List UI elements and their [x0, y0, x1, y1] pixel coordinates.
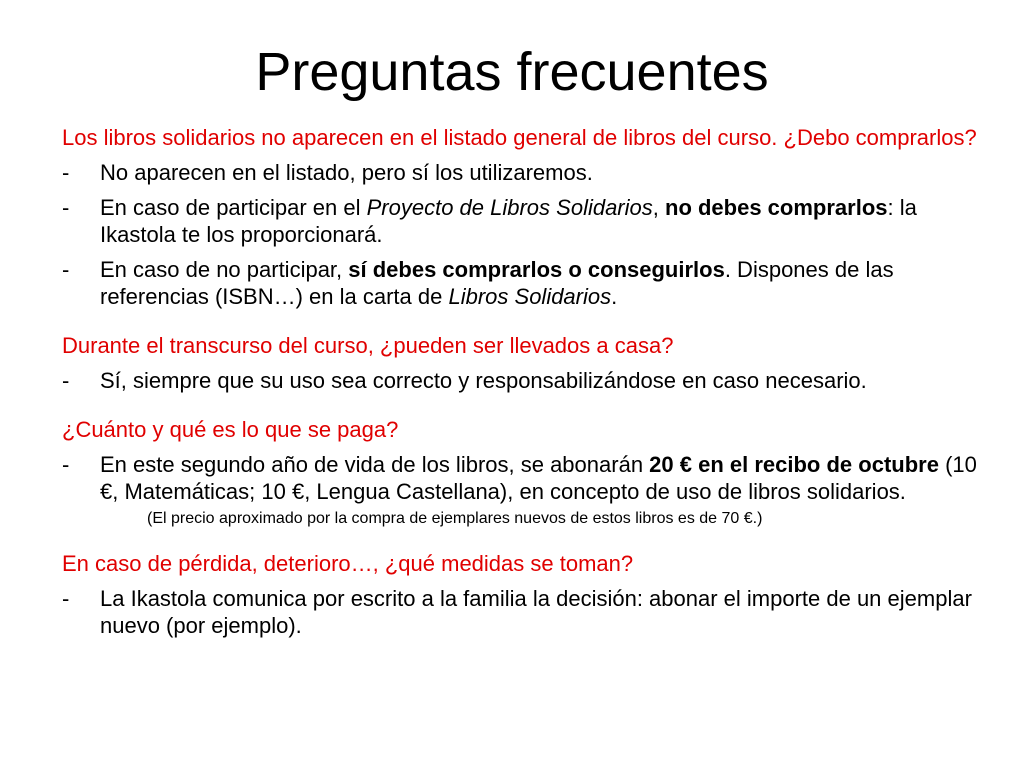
faq-answer: [62, 451, 982, 505]
faq-item: [62, 416, 982, 530]
faq-question: En caso de pérdida, deterioro…, ¿qué medidas se toman?: [62, 551, 634, 576]
page-title: Preguntas frecuentes: [255, 42, 769, 102]
faq-item: [62, 332, 982, 394]
faq-item: [62, 550, 982, 639]
dash-bullet: -: [62, 195, 70, 220]
faq-question: Los libros solidarios no aparecen en el listado general de libros del curso. ¿Debo comprarlos?: [62, 125, 977, 150]
answer-text-segment: . Dispones de las referencias (ISBN…) en la carta de: [100, 257, 894, 309]
answer-text-segment: 20 € en el recibo de octubre: [649, 452, 939, 477]
dash-bullet: -: [62, 160, 70, 185]
faq-answers: [62, 367, 982, 394]
faq-answers: [62, 159, 982, 310]
answer-text-segment: sí debes comprarlos o conseguirlos: [348, 257, 725, 282]
answer-text-segment: : la Ikastola te los proporcionará.: [100, 195, 917, 247]
faq-question: Durante el transcurso del curso, ¿pueden ser llevados a casa?: [62, 333, 674, 358]
answer-text-segment: (10 €, Matemáticas; 10 €, Lengua Castellana), en concepto de uso de libros solidarios.: [100, 452, 977, 504]
answer-text-segment: No aparecen en el listado, pero sí los utilizaremos.: [100, 160, 593, 185]
answer-text-segment: Sí, siempre que su uso sea correcto y responsabilizándose en caso necesario.: [100, 368, 867, 393]
answer-text-segment: ,: [652, 195, 665, 220]
faq-answers: [62, 585, 982, 639]
faq-answer: [62, 159, 982, 186]
answer-text-segment: En este segundo año de vida de los libros, se abonarán: [100, 452, 650, 477]
answer-text-segment: Proyecto de Libros Solidarios: [366, 195, 653, 220]
dash-bullet: -: [62, 368, 70, 393]
answer-text-segment: La Ikastola comunica por escrito a la familia la decisión: abonar el importe de un ejemplar nuevo (por ejemplo).: [100, 586, 972, 638]
faq-answer: [62, 194, 982, 248]
answer-text-segment: .: [611, 284, 618, 309]
faq-answers: [62, 451, 982, 505]
faq-answer: [62, 585, 982, 639]
answer-text-segment: En caso de participar en el: [100, 195, 367, 220]
faq-content: [62, 124, 982, 639]
faq-answer: [62, 367, 982, 394]
dash-bullet: -: [62, 257, 70, 282]
dash-bullet: -: [62, 586, 70, 611]
answer-text-segment: no debes comprarlos: [665, 195, 888, 220]
price-note: (El precio aproximado por la compra de ejemplares nuevos de estos libros es de 70 €.): [147, 510, 763, 527]
faq-question: ¿Cuánto y qué es lo que se paga?: [62, 417, 399, 442]
answer-text-segment: Libros Solidarios: [448, 284, 612, 309]
faq-item: [62, 124, 982, 310]
faq-answer: [62, 256, 982, 310]
answer-text-segment: En caso de no participar,: [100, 257, 349, 282]
dash-bullet: -: [62, 452, 70, 477]
